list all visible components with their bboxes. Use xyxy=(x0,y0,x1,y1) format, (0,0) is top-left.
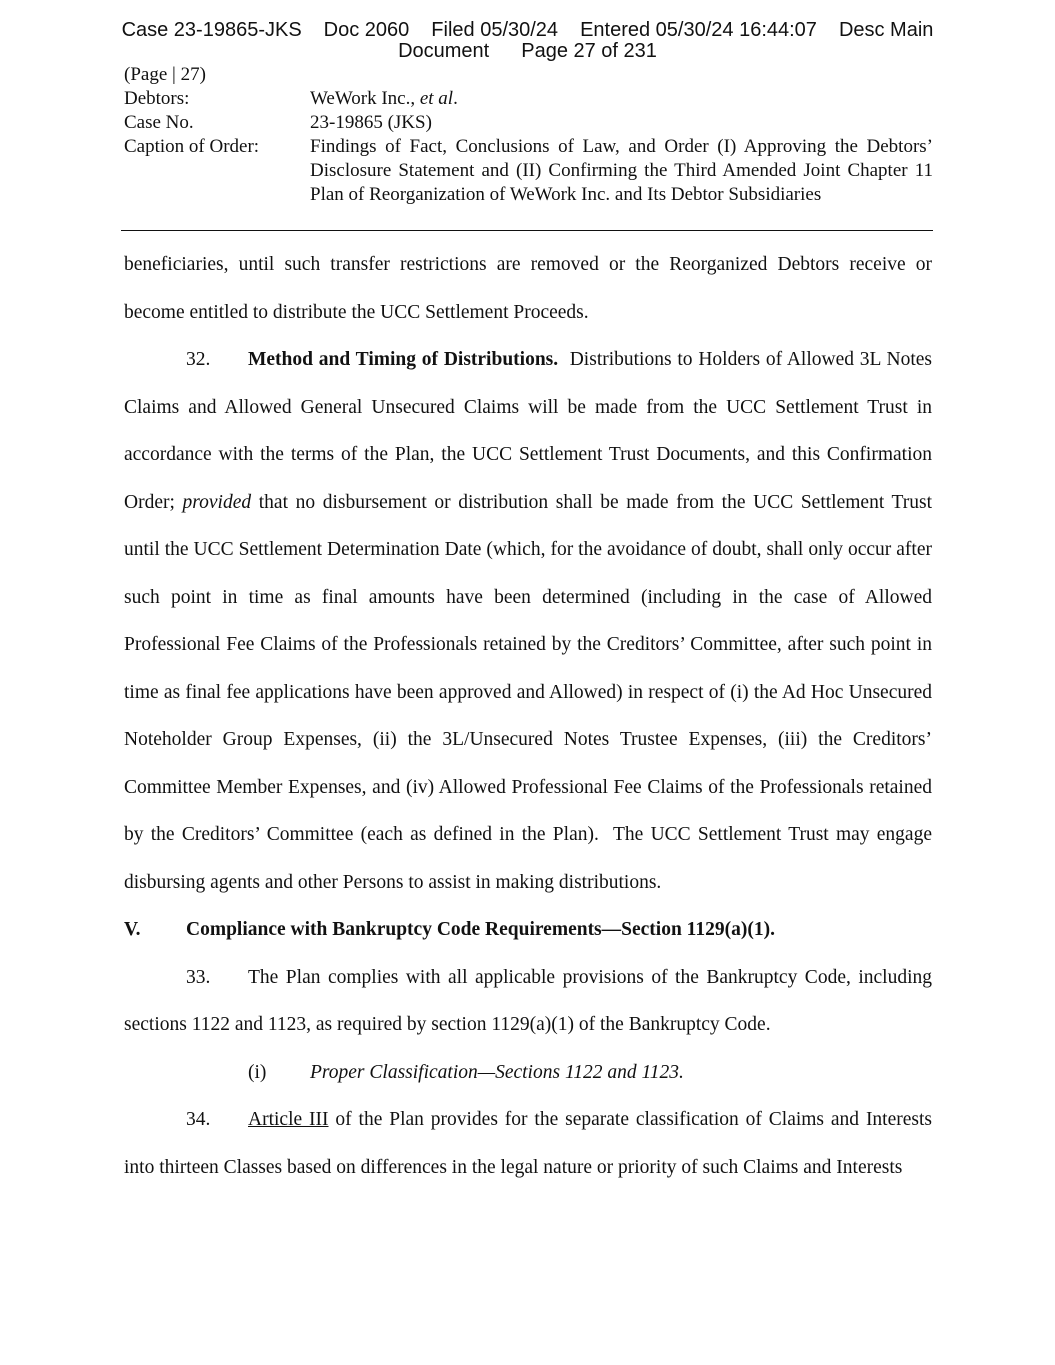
stamp-case: Case 23-19865-JKS xyxy=(121,19,302,41)
section-heading xyxy=(124,906,932,954)
stamp-entered: Entered 05/30/24 16:44:07 xyxy=(580,19,817,41)
stamp-document: Document xyxy=(398,40,490,62)
debtors-value: WeWork Inc., et al. xyxy=(310,88,458,109)
stamp-desc: Desc Main xyxy=(838,19,934,41)
paragraph-33-number: 33. xyxy=(186,966,211,988)
stamp-line-2 xyxy=(0,41,1055,62)
caption-value: Findings of Fact, Conclusions of Law, and Order (I) Approving the Debtors’ Disclosure Statement and (II) Confirming the Third Amended Joint Chapter 11 Plan of Reorganization of WeWork Inc. and Its Debtor Subsidiaries xyxy=(310,136,933,205)
paragraph-32-title: Method and Timing of Distributions. xyxy=(248,349,559,370)
paragraph-34-number: 34. xyxy=(186,1109,211,1130)
stamp-page: Page 27 of 231 xyxy=(521,40,657,62)
order-header xyxy=(124,63,933,207)
subsection-number: (i) xyxy=(248,1061,267,1083)
paragraph-32-number: 32. xyxy=(186,349,211,370)
case-value: 23-19865 (JKS) xyxy=(310,112,432,133)
paragraph-34: 34. Article III of the Plan provides for the separate classification of Claims and Interests into thirteen Classes based on differences in the legal nature or priority of such Claims and Interests xyxy=(124,1096,932,1191)
court-filing-stamp xyxy=(0,20,1055,62)
article-iii-reference: Article III xyxy=(248,1109,329,1130)
paragraph-32: 32. Method and Timing of Distributions. Distributions to Holders of Allowed 3L Notes Claims and Allowed General Unsecured Claims will be made from the UCC Settlement Trust in accordance with the terms of the Plan, the UCC Settlement Trust Documents, and this Confirmation Order; provided that no disbursement or distribution shall be made from the UCC Settlement Trust until the UCC Settlement Determination Date (which, for the avoidance of doubt, shall only occur after such point in time as final amounts have been determined (including in the case of Allowed Professional Fee Claims of the Professionals retained by the Creditors’ Committee, after such point in time as final fee applications have been approved and Allowed) in respect of (i) the Ad Hoc Unsecured Noteholder Group Expenses, (ii) the 3L/Unsecured Notes Trustee Expenses, (iii) the Creditors’ Committee Member Expenses, and (iv) Allowed Professional Fee Claims of the Professionals retained by the Creditors’ Committee (each as defined in the Plan). The UCC Settlement Trust may engage disbursing agents and other Persons to assist in making distributions. xyxy=(124,336,932,906)
caption-label: Caption of Order: xyxy=(124,136,260,157)
case-label: Case No. xyxy=(124,112,194,133)
section-number: V. xyxy=(124,919,141,940)
document-body xyxy=(124,241,937,1191)
subsection-title: Proper Classification—Sections 1122 and 1123. xyxy=(310,1061,684,1083)
debtors-label: Debtors: xyxy=(124,88,190,109)
stamp-line-1 xyxy=(0,20,1055,41)
paragraph-33: 33. The Plan complies with all applicable provisions of the Bankruptcy Code, including sections 1122 and 1123, as required by section 1129(a)(1) of the Bankruptcy Code. xyxy=(124,954,932,1049)
section-title: Compliance with Bankruptcy Code Requirements—Section 1129(a)(1). xyxy=(186,919,775,940)
stamp-doc: Doc 2060 xyxy=(323,19,410,41)
subsection-heading xyxy=(124,1049,932,1097)
stamp-filed: Filed 05/30/24 xyxy=(431,19,559,41)
page-ref: (Page | 27) xyxy=(124,64,206,85)
paragraph-continued: beneficiaries, until such transfer restrictions are removed or the Reorganized Debtors receive or become entitled to distribute the UCC Settlement Proceeds. xyxy=(124,254,932,323)
header-divider xyxy=(121,230,933,231)
